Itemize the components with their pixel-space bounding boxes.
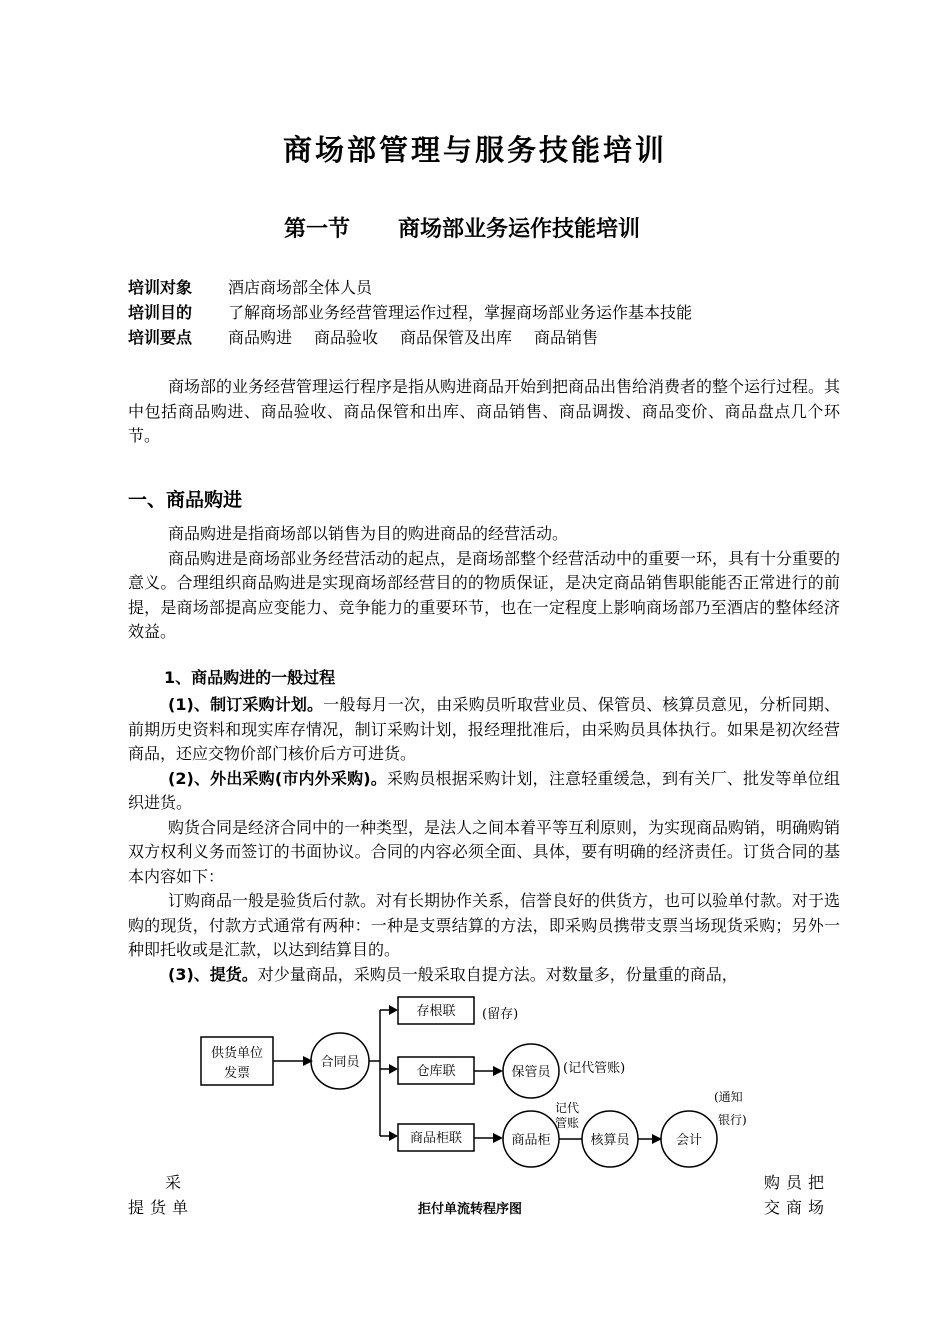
svg-text:核算员: 核算员 (590, 1133, 630, 1148)
meta-value: 了解商场部业务经营管理运作过程，掌握商场部业务运作基本技能 (228, 303, 693, 322)
meta-value: 酒店商场部全体人员 (228, 278, 373, 297)
intro-paragraph: 商场部的业务经营管理运行程序是指从购进商品开始到把商品出售给消费者的整个运行过程。其中包括商品购进、商品验收、商品保管和出库、商品销售、商品调拨、商品变价、商品盘点几个环节。 (128, 377, 841, 445)
svg-text:合同员: 合同员 (320, 1055, 360, 1070)
svg-text:供货单位: 供货单位 (210, 1046, 264, 1061)
svg-text:(留存): (留存) (482, 1007, 519, 1022)
keypoint: 商品验收 (314, 328, 379, 347)
svg-text:(通知: (通知 (714, 1090, 743, 1104)
keypoint: 商品保管及出库 (400, 328, 513, 347)
section-number: 第一节 (284, 217, 351, 242)
paragraph: 商品购进是指商场部以销售为目的购进商品的经营活动。 (168, 524, 569, 543)
section-name: 商场部业务运作技能培训 (398, 217, 641, 242)
svg-text:商品柜联: 商品柜联 (409, 1131, 463, 1146)
svg-text:管账: 管账 (554, 1116, 580, 1130)
section-heading (284, 212, 640, 243)
svg-text:会计: 会计 (675, 1133, 703, 1148)
meta-keypoints (128, 326, 620, 350)
flow-diagram (0, 990, 950, 1170)
svg-text:银行): 银行) (718, 1113, 747, 1127)
svg-text:记代: 记代 (554, 1101, 580, 1115)
paragraph: 购货合同是经济合同中的一种类型，是法人之间本着平等互利原则，为实现商品购销，明确购销双方权利义务而签订的书面协议。合同的内容必须全面、具体，要有明确的经济责任。订货合同的基本内容如下： (128, 817, 841, 886)
meta-purpose (128, 301, 692, 325)
bottom-right-top: 购员把 (764, 1173, 831, 1192)
process-body (128, 693, 840, 987)
svg-text:保管员: 保管员 (511, 1065, 551, 1080)
step-plan: (1)、制订采购计划。一般每月一次，由采购员听取营业员、保管员、核算员意见，分析同期、前期历史资料和现实库存情况，制订采购计划，报经理批准后，由采购员具体执行。如果是初次经营商品，还应交物价部门核价后方可进货。 (128, 695, 840, 763)
bottom-left-top: 采 (165, 1173, 182, 1192)
purchase-body (128, 522, 840, 645)
svg-text:商品柜: 商品柜 (511, 1133, 551, 1148)
paragraph: 商品购进是商场部业务经营活动的起点，是商场部整个经营活动中的重要一环，具有十分重要的意义。合理组织商品购进是实现商场部经营目的的物质保证，是决定商品销售职能能否正常进行的前提，是商场部提高应变能力、竞争能力的重要环节，也在一定程度上影响商场部乃至酒店的整体经济效益。 (128, 548, 841, 641)
meta-target (128, 276, 372, 300)
meta-label: 培训目的 (128, 303, 193, 322)
svg-text:存根联: 存根联 (416, 1004, 456, 1019)
bottom-left-bottom: 提货单 (128, 1198, 195, 1217)
svg-text:发票: 发票 (223, 1066, 251, 1081)
page-title: 商场部管理与服务技能培训 (282, 133, 667, 167)
meta-label: 培训要点 (128, 328, 193, 347)
diagram-caption: 拒付单流转程序图 (418, 1202, 523, 1217)
paragraph: 订购商品一般是验货后付款。对有长期协作关系，信誉良好的供货方，也可以验单付款。对于选购的现货，付款方式通常有两种：一种是支票结算的方法，即采购员携带支票当场现货采购；另外一种即托收或是汇款，以达到结算目的。 (128, 891, 841, 959)
keypoint: 商品销售 (534, 328, 599, 347)
svg-text:仓库联: 仓库联 (416, 1064, 456, 1079)
step-pickup: (3)、提货。对少量商品，采购员一般采取自提方法。对数量多，份量重的商品， (168, 964, 738, 984)
subheading-process: 1、商品购进的一般过程 (164, 668, 336, 687)
heading-purchase: 一、商品购进 (128, 489, 243, 511)
keypoint: 商品购进 (228, 328, 293, 347)
bottom-right-bottom: 交商场 (764, 1198, 831, 1217)
svg-text:(记代管账): (记代管账) (563, 1061, 626, 1076)
step-purchase: (2)、外出采购(市内外采购)。采购员根据采购计划，注意轻重缓急，到有关厂、批发等单位组织进货。 (128, 768, 840, 812)
meta-label: 培训对象 (128, 278, 193, 297)
